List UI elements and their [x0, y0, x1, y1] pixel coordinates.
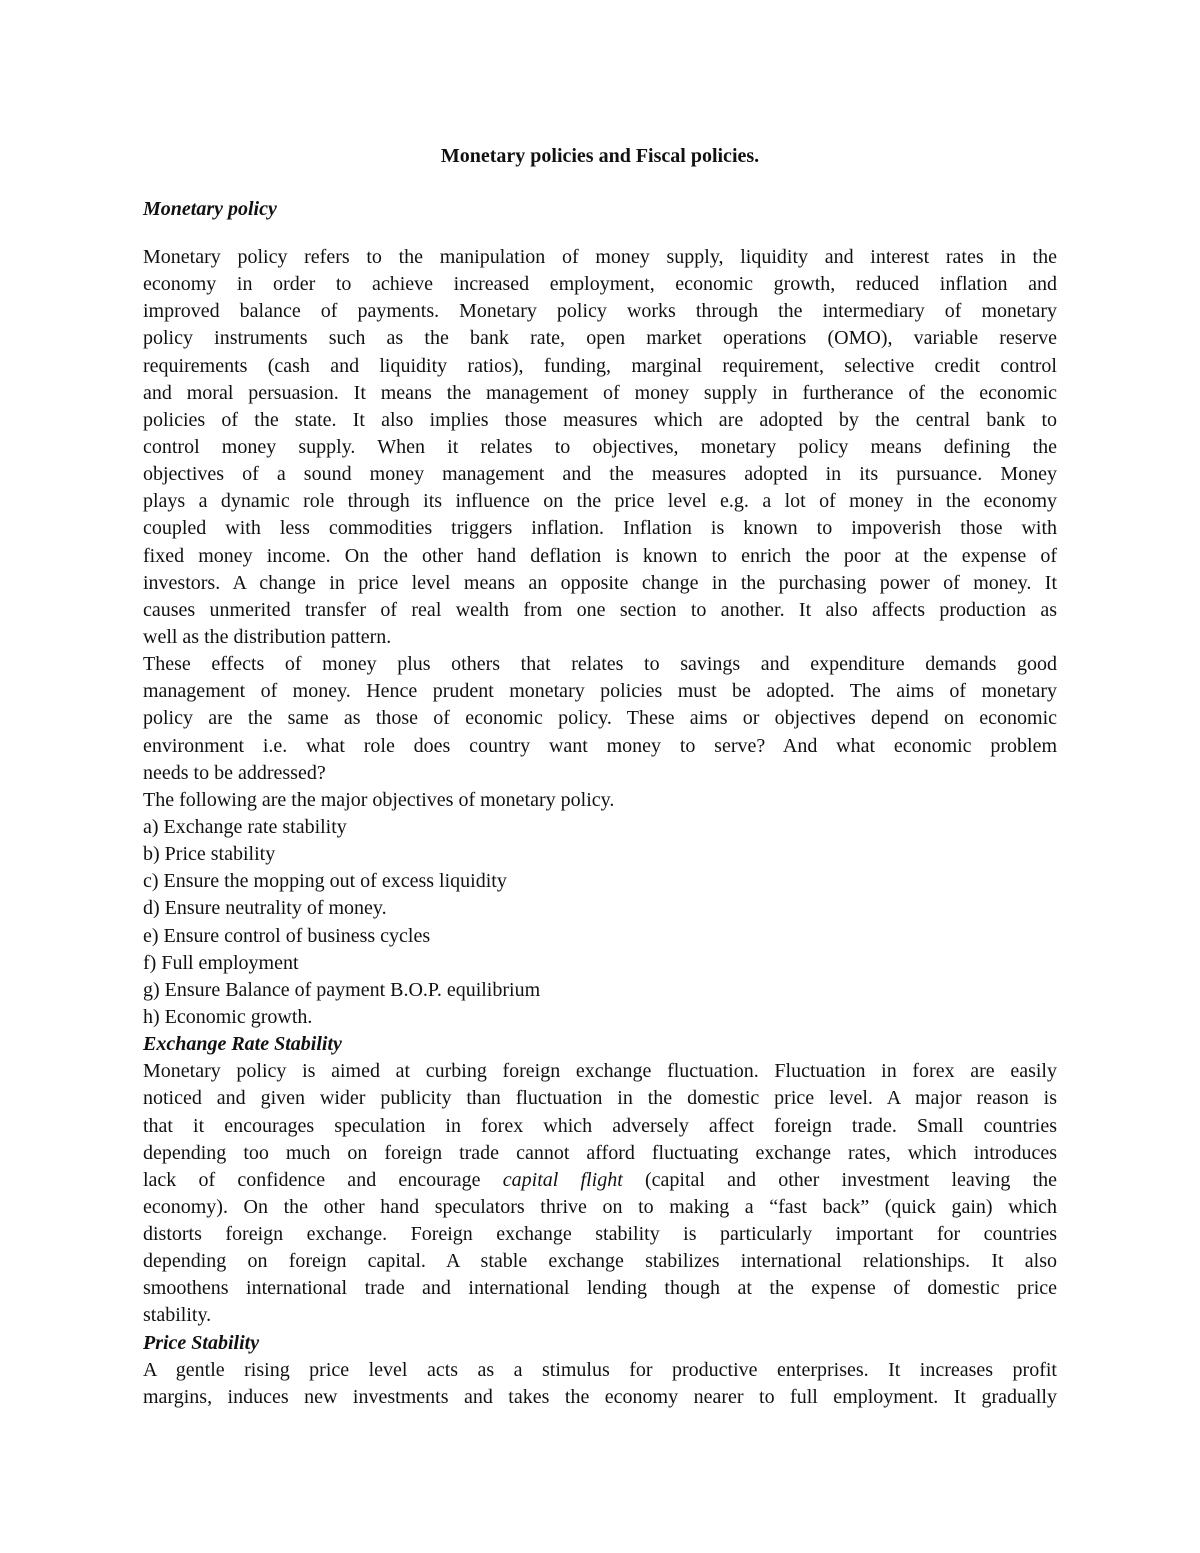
text-segment: c) Ensure the mopping out of excess liquidity	[143, 870, 507, 893]
text-line	[143, 1302, 1057, 1329]
text-segment: noticed and given wider publicity than fluctuation in the domestic price level. A major reason is	[143, 1087, 1057, 1110]
text-segment: Price Stability	[143, 1331, 260, 1354]
text-segment: and moral persuasion. It means the management of money supply in furtherance of the economic	[143, 381, 1057, 404]
document-title: Monetary policies and Fiscal policies.	[440, 145, 760, 167]
text-segment: needs to be addressed?	[143, 761, 326, 784]
text-line	[143, 705, 1057, 732]
text-segment: lack of confidence and encourage	[143, 1168, 503, 1191]
text-line	[143, 325, 1057, 352]
italic-term: capital flight	[502, 1168, 623, 1191]
text-segment: control money supply. When it relates to objectives, monetary policy means defining the	[143, 435, 1057, 458]
text-segment: policy are the same as those of economic policy. These aims or objectives depend on economic	[143, 707, 1057, 730]
text-segment: plays a dynamic role through its influence on the price level e.g. a lot of money in the economy	[143, 490, 1057, 513]
text-segment: objectives of a sound money management and the measures adopted in its pursuance. Money	[143, 463, 1057, 486]
text-line	[143, 380, 1057, 407]
text-segment: economy). On the other hand speculators thrive on to making a “fast back” (quick gain) which	[143, 1195, 1057, 1218]
text-line	[143, 950, 1057, 977]
text-line	[143, 515, 1057, 542]
text-line	[143, 841, 1057, 868]
text-segment: Exchange Rate Stability	[143, 1033, 342, 1056]
text-line	[143, 1140, 1057, 1167]
text-line	[143, 1194, 1057, 1221]
text-line	[143, 895, 1057, 922]
text-segment: g) Ensure Balance of payment B.O.P. equilibrium	[143, 978, 541, 1001]
text-line	[143, 651, 1057, 678]
text-line	[143, 624, 1057, 651]
text-segment: depending on foreign capital. A stable exchange stabilizes international relationships. It also	[143, 1250, 1057, 1273]
text-segment: b) Price stability	[143, 843, 276, 866]
text-line	[143, 1221, 1057, 1248]
text-segment: requirements (cash and liquidity ratios), funding, marginal requirement, selective credit control	[143, 354, 1057, 377]
text-segment: These effects of money plus others that relates to savings and expenditure demands good	[143, 653, 1057, 676]
text-line	[143, 570, 1057, 597]
text-segment: coupled with less commodities triggers inflation. Inflation is known to impoverish those with	[143, 517, 1057, 540]
text-segment: Monetary policy is aimed at curbing foreign exchange fluctuation. Fluctuation in forex are easily	[143, 1060, 1057, 1083]
text-segment: e) Ensure control of business cycles	[143, 924, 431, 947]
text-line	[143, 597, 1057, 624]
text-line	[143, 868, 1057, 895]
text-line	[143, 298, 1057, 325]
text-segment: policy instruments such as the bank rate, open market operations (OMO), variable reserve	[143, 327, 1057, 350]
text-line	[143, 814, 1057, 841]
text-segment: f) Full employment	[143, 951, 299, 974]
text-segment: distorts foreign exchange. Foreign exchange stability is particularly important for countries	[143, 1223, 1057, 1246]
text-line	[143, 1113, 1057, 1140]
text-line	[143, 353, 1057, 380]
text-line	[143, 1058, 1057, 1085]
text-line	[143, 1384, 1057, 1411]
text-segment: d) Ensure neutrality of money.	[143, 897, 387, 920]
text-segment: improved balance of payments. Monetary policy works through the intermediary of monetary	[143, 300, 1057, 323]
text-segment: The following are the major objectives of monetary policy.	[143, 788, 615, 811]
text-line	[143, 733, 1057, 760]
text-line	[143, 407, 1057, 434]
section-heading	[143, 1330, 1057, 1357]
text-segment: h) Economic growth.	[143, 1005, 313, 1028]
text-segment: that it encourages speculation in forex which adversely affect foreign trade. Small countries	[143, 1114, 1057, 1137]
text-segment: (capital and other investment leaving the	[622, 1168, 1057, 1191]
text-segment: a) Exchange rate stability	[143, 815, 347, 838]
text-line	[143, 1004, 1057, 1031]
section-heading	[143, 1031, 1057, 1058]
text-line	[143, 923, 1057, 950]
text-segment: Monetary policy refers to the manipulation of money supply, liquidity and interest rates in the	[143, 246, 1057, 268]
section-heading-monetary-policy: Monetary policy	[143, 198, 277, 220]
text-segment: environment i.e. what role does country want money to serve? And what economic problem	[143, 734, 1057, 757]
text-line	[143, 1085, 1057, 1112]
text-line	[143, 1275, 1057, 1302]
text-line	[143, 271, 1057, 298]
text-line	[143, 1248, 1057, 1275]
text-line	[143, 543, 1057, 570]
text-segment: depending too much on foreign trade cannot afford fluctuating exchange rates, which introduces	[143, 1141, 1057, 1164]
text-segment: margins, induces new investments and takes the economy nearer to full employment. It gradually	[143, 1385, 1057, 1408]
text-segment: well as the distribution pattern.	[143, 625, 392, 648]
text-line	[143, 787, 1057, 814]
text-line	[143, 461, 1057, 488]
text-segment: policies of the state. It also implies those measures which are adopted by the central bank to	[143, 408, 1057, 431]
text-line	[143, 488, 1057, 515]
text-line	[143, 1357, 1057, 1384]
text-line	[143, 678, 1057, 705]
text-segment: fixed money income. On the other hand deflation is known to enrich the poor at the expense of	[143, 544, 1057, 567]
text-line	[143, 434, 1057, 461]
text-segment: economy in order to achieve increased employment, economic growth, reduced inflation and	[143, 273, 1057, 296]
text-segment: stability.	[143, 1304, 212, 1327]
text-line	[143, 1167, 1057, 1194]
text-line	[143, 760, 1057, 787]
text-line	[143, 977, 1057, 1004]
text-segment: investors. A change in price level means an opposite change in the purchasing power of money. It	[143, 571, 1057, 594]
text-segment: causes unmerited transfer of real wealth from one section to another. It also affects production as	[143, 598, 1057, 621]
text-segment: management of money. Hence prudent monetary policies must be adopted. The aims of monetary	[143, 680, 1057, 703]
document-body	[143, 244, 1057, 1411]
text-segment: smoothens international trade and international lending though at the expense of domestic price	[143, 1277, 1057, 1300]
text-line	[143, 244, 1057, 271]
text-segment: A gentle rising price level acts as a stimulus for productive enterprises. It increases profit	[143, 1358, 1057, 1381]
